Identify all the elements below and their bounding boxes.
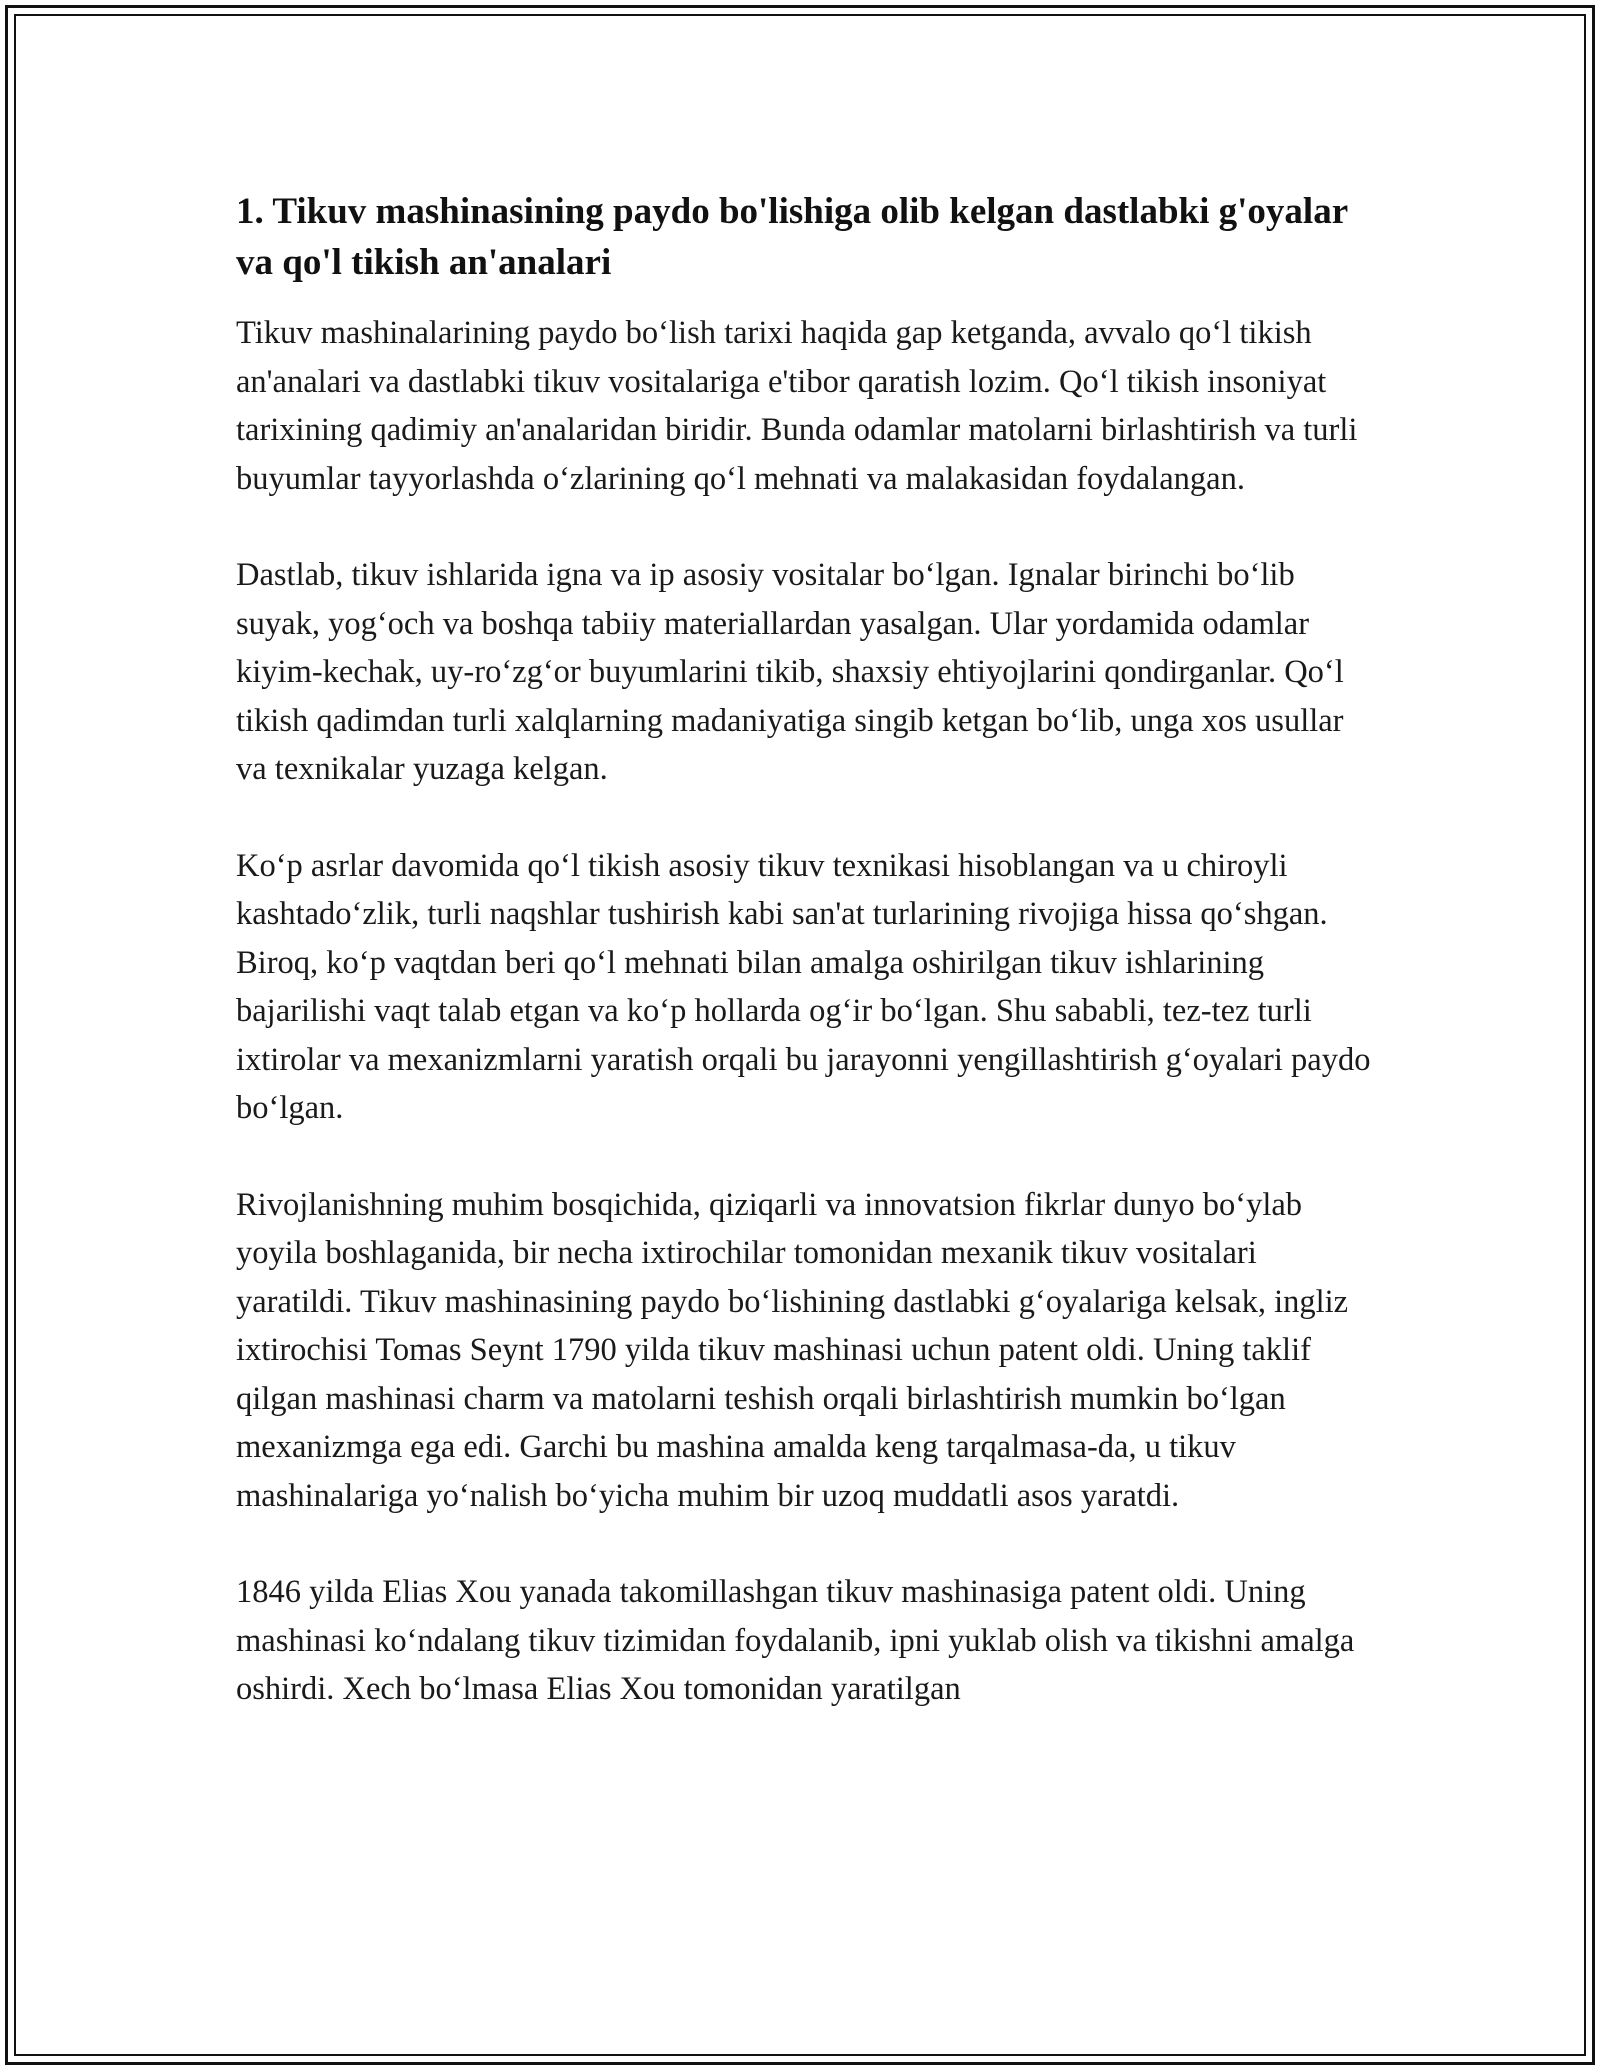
document-body (236, 186, 1376, 1762)
paragraph-5: 1846 yilda Elias Xou yanada takomillashgan tikuv mashinasiga patent oldi. Uning mashinasi ko‘ndalang tikuv tizimidan foydalanib, ipni yuklab olish va tikishni amalga oshirdi. Xech bo‘lmasa Elias Xou tomonidan yaratilgan (236, 1574, 1355, 1707)
paragraph-3: Ko‘p asrlar davomida qo‘l tikish asosiy tikuv texnikasi hisoblangan va u chiroyli kashtado‘zlik, turli naqshlar tushirish kabi san'at turlarining rivojiga hissa qo‘shgan. Biroq, ko‘p vaqtdan beri qo‘l mehnati bilan amalga oshirilgan tikuv ishlarining bajarilishi vaqt talab etgan va ko‘p hollarda og‘ir bo‘lgan. Shu sababli, tez-tez turli ixtirolar va mexanizmlarni yaratish orqali bu jarayonni yengillashtirish g‘oyalari paydo bo‘lgan. (236, 847, 1371, 1126)
paragraph-4: Rivojlanishning muhim bosqichida, qiziqarli va innovatsion fikrlar dunyo bo‘ylab yoyila boshlaganida, bir necha ixtirochilar tomonidan mexanik tikuv vositalari yaratildi. Tikuv mashinasining paydo bo‘lishining dastlabki g‘oyalariga kelsak, ingliz ixtirochisi Tomas Seynt 1790 yilda tikuv mashinasi uchun patent oldi. Uning taklif qilgan mashinasi charm va matolarni teshish orqali birlashtirish mumkin bo‘lgan mexanizmga ega edi. Garchi bu mashina amalda keng tarqalmasa-da, u tikuv mashinalariga yo‘nalish bo‘yicha muhim bir uzoq muddatli asos yaratdi. (236, 1186, 1349, 1514)
section-heading: 1. Tikuv mashinasining paydo bo'lishiga olib kelgan dastlabki g'oyalar va qo'l tikish an'analari (236, 191, 1348, 283)
paragraph-1: Tikuv mashinalarining paydo bo‘lish tarixi haqida gap ketganda, avvalo qo‘l tikish an'analari va dastlabki tikuv vositalariga e'tibor qaratish lozim. Qo‘l tikish insoniyat tarixining qadimiy an'analaridan biridir. Bunda odamlar matolarni birlashtirish va turli buyumlar tayyorlashda o‘zlarining qo‘l mehnati va malakasidan foydalangan. (236, 315, 1358, 497)
paragraph-2: Dastlab, tikuv ishlarida igna va ip asosiy vositalar bo‘lgan. Ignalar birinchi bo‘lib suyak, yog‘och va boshqa tabiiy materiallardan yasalgan. Ular yordamida odamlar kiyim-kechak, uy-ro‘zg‘or buyumlarini tikib, shaxsiy ehtiyojlarini qondirganlar. Qo‘l tikish qadimdan turli xalqlarning madaniyatiga singib ketgan bo‘lib, unga xos usullar va texnikalar yuzaga kelgan. (236, 557, 1344, 787)
